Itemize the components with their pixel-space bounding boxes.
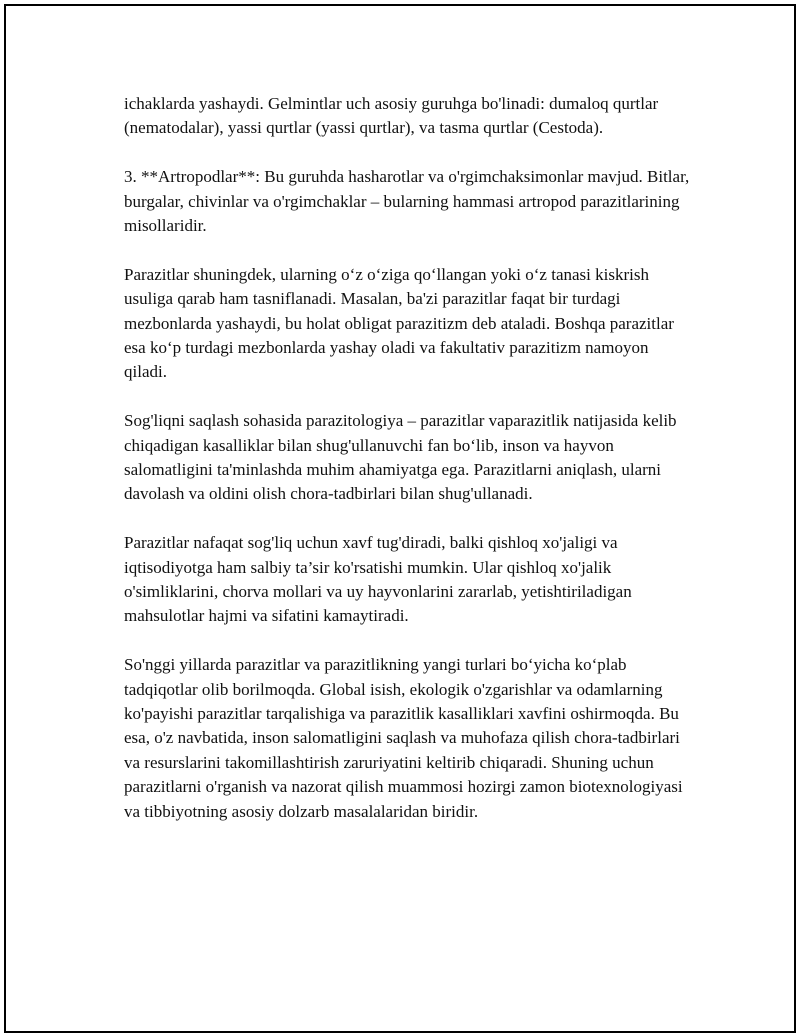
document-body [124, 92, 694, 824]
paragraph-arthropods: 3. **Artropodlar**: Bu guruhda hasharotlar va o'rgimchaksimonlar mavjud. Bitlar, burgalar, chivinlar va o'rgimchaklar – bularning hammasi artropod parazitlarining misollaridir. [124, 167, 690, 236]
page-frame [4, 4, 796, 1033]
paragraph-research: So'nggi yillarda parazitlar va parazitlikning yangi turlari bo‘yicha ko‘plab tadqiqotlar olib borilmoqda. Global isish, ekologik o'zgarishlar va odamlarning ko'payishi parazitlar tarqalishiga va parazitlik kasalliklari xavfini oshirmoqda. Bu esa, o'z navbatida, inson salomatligini saqlash va muhofaza qilish chora-tadbirlari va resurslarini takomillashtirish zaruriyatini keltirib chiqaradi. Shuning uchun parazitlarni o'rganish va nazorat qilish muammosi hozirgi zamon biotexnologiyasi va tibbiyotning asosiy dolzarb masalalaridan biridir. [124, 655, 683, 821]
paragraph-health: Sog'liqni saqlash sohasida parazitologiya – parazitlar vaparazitlik natijasida kelib chiqadigan kasalliklar bilan shug'ullanuvchi fan bo‘lib, inson va hayvon salomatligini ta'minlashda muhim ahamiyatga ega. Parazitlarni aniqlash, ularni davolash va oldini olish chora-tadbirlari bilan shug'ullanadi. [124, 411, 677, 504]
paragraph-parasitism-types: Parazitlar shuningdek, ularning o‘z o‘ziga qo‘llangan yoki o‘z tanasi kiskrish usuliga qarab ham tasniflanadi. Masalan, ba'zi parazitlar faqat bir turdagi mezbonlarda yashaydi, bu holat obligat parazitizm deb ataladi. Boshqa parazitlar esa ko‘p turdagi mezbonlarda yashay oladi va fakultativ parazitizm namoyon qiladi. [124, 264, 674, 382]
paragraph-economy: Parazitlar nafaqat sog'liq uchun xavf tug'diradi, balki qishloq xo'jaligi va iqtisodiyotga ham salbiy ta’sir ko'rsatishi mumkin. Ular qishloq xo'jalik o'simliklarini, chorva mollari va uy hayvonlarini zararlab, yetishtiriladigan mahsulotlar hajmi va sifatini kamaytiradi. [124, 533, 632, 626]
paragraph-helminths: ichaklarda yashaydi. Gelmintlar uch asosiy guruhga bo'linadi: dumaloq qurtlar (nematodalar), yassi qurtlar (yassi qurtlar), va tasma qurtlar (Cestoda). [124, 94, 659, 138]
